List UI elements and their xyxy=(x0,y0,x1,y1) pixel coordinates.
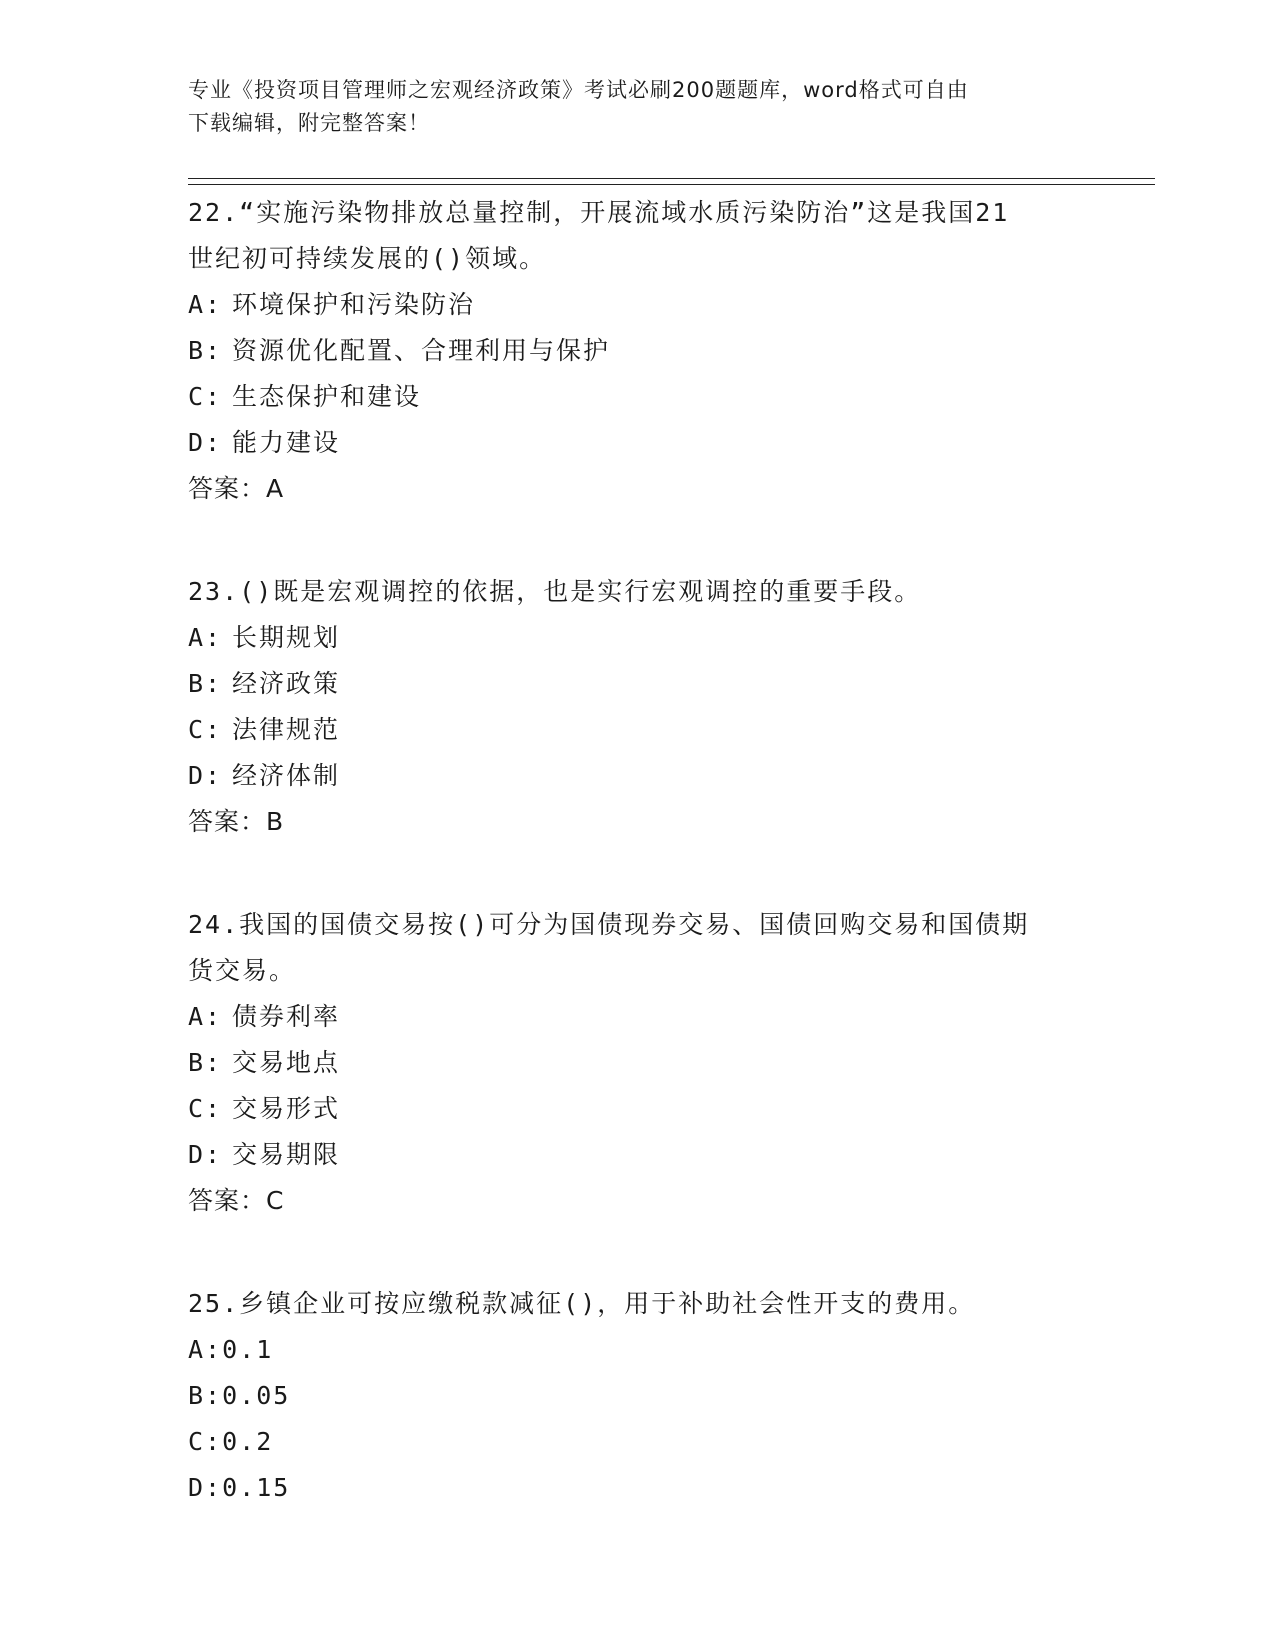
option-key: D: xyxy=(188,428,223,457)
question-stem xyxy=(188,902,1088,994)
option-text: 资源优化配置、合理利用与保护 xyxy=(232,336,611,365)
option-key: D: xyxy=(188,761,223,790)
option-key: D: xyxy=(188,1473,223,1502)
option-b xyxy=(188,1373,1088,1419)
question-stem-line-2: 世纪初可持续发展的()领域。 xyxy=(188,244,547,273)
option-text: 经济政策 xyxy=(232,669,341,698)
option-text: 长期规划 xyxy=(232,623,341,652)
option-key: A: xyxy=(188,1335,223,1364)
option-key: C: xyxy=(188,1094,223,1123)
header-divider-bottom xyxy=(188,184,1155,185)
option-c xyxy=(188,707,1088,753)
answer-line: 答案：A xyxy=(188,474,285,503)
question-stem xyxy=(188,569,1088,615)
option-d xyxy=(188,1132,1088,1178)
question-stem-line-1: 22.“实施污染物排放总量控制，开展流域水质污染防治”这是我国21 xyxy=(188,198,1010,227)
option-text: 环境保护和污染防治 xyxy=(232,290,476,319)
option-key: D: xyxy=(188,1140,223,1169)
question-25 xyxy=(188,1281,1088,1511)
option-d xyxy=(188,420,1088,466)
option-a xyxy=(188,1327,1088,1373)
option-text: 经济体制 xyxy=(232,761,341,790)
question-23 xyxy=(188,569,1088,845)
document-header xyxy=(188,74,1088,140)
option-key: A: xyxy=(188,290,223,319)
option-a xyxy=(188,994,1088,1040)
option-text: 交易形式 xyxy=(232,1094,341,1123)
header-divider-top xyxy=(188,178,1155,179)
option-c xyxy=(188,1419,1088,1465)
question-stem xyxy=(188,190,1088,282)
option-text: 0.1 xyxy=(222,1335,274,1364)
option-c xyxy=(188,1086,1088,1132)
option-key: B: xyxy=(188,1048,223,1077)
question-stem-line-1: 24.我国的国债交易按()可分为国债现券交易、国债回购交易和国债期 xyxy=(188,910,1030,939)
question-stem xyxy=(188,1281,1088,1327)
option-a xyxy=(188,282,1088,328)
option-key: C: xyxy=(188,1427,223,1456)
option-key: A: xyxy=(188,623,223,652)
option-text: 交易地点 xyxy=(232,1048,341,1077)
question-stem-line-1: 23.()既是宏观调控的依据，也是实行宏观调控的重要手段。 xyxy=(188,577,922,606)
option-text: 能力建设 xyxy=(232,428,341,457)
question-24 xyxy=(188,902,1088,1224)
question-22 xyxy=(188,190,1088,512)
option-key: A: xyxy=(188,1002,223,1031)
option-d xyxy=(188,1465,1088,1511)
question-stem-line-2: 货交易。 xyxy=(188,956,297,985)
option-b xyxy=(188,661,1088,707)
option-key: B: xyxy=(188,669,223,698)
question-stem-line-1: 25.乡镇企业可按应缴税款减征()，用于补助社会性开支的费用。 xyxy=(188,1289,976,1318)
option-text: 0.2 xyxy=(222,1427,274,1456)
option-text: 法律规范 xyxy=(232,715,341,744)
option-text: 生态保护和建设 xyxy=(232,382,422,411)
header-line-2: 下载编辑，附完整答案！ xyxy=(188,111,430,135)
option-text: 交易期限 xyxy=(232,1140,341,1169)
option-a xyxy=(188,615,1088,661)
question-list xyxy=(188,190,1088,1568)
option-b xyxy=(188,328,1088,374)
option-d xyxy=(188,753,1088,799)
option-key: C: xyxy=(188,715,223,744)
header-line-1: 专业《投资项目管理师之宏观经济政策》考试必刷200题题库，word格式可自由 xyxy=(188,78,969,102)
option-text: 债券利率 xyxy=(232,1002,341,1031)
option-text: 0.15 xyxy=(222,1473,291,1502)
option-key: B: xyxy=(188,1381,223,1410)
option-key: B: xyxy=(188,336,223,365)
option-text: 0.05 xyxy=(222,1381,291,1410)
answer-line: 答案：B xyxy=(188,807,285,836)
option-key: C: xyxy=(188,382,223,411)
option-b xyxy=(188,1040,1088,1086)
option-c xyxy=(188,374,1088,420)
answer-line: 答案：C xyxy=(188,1186,285,1215)
